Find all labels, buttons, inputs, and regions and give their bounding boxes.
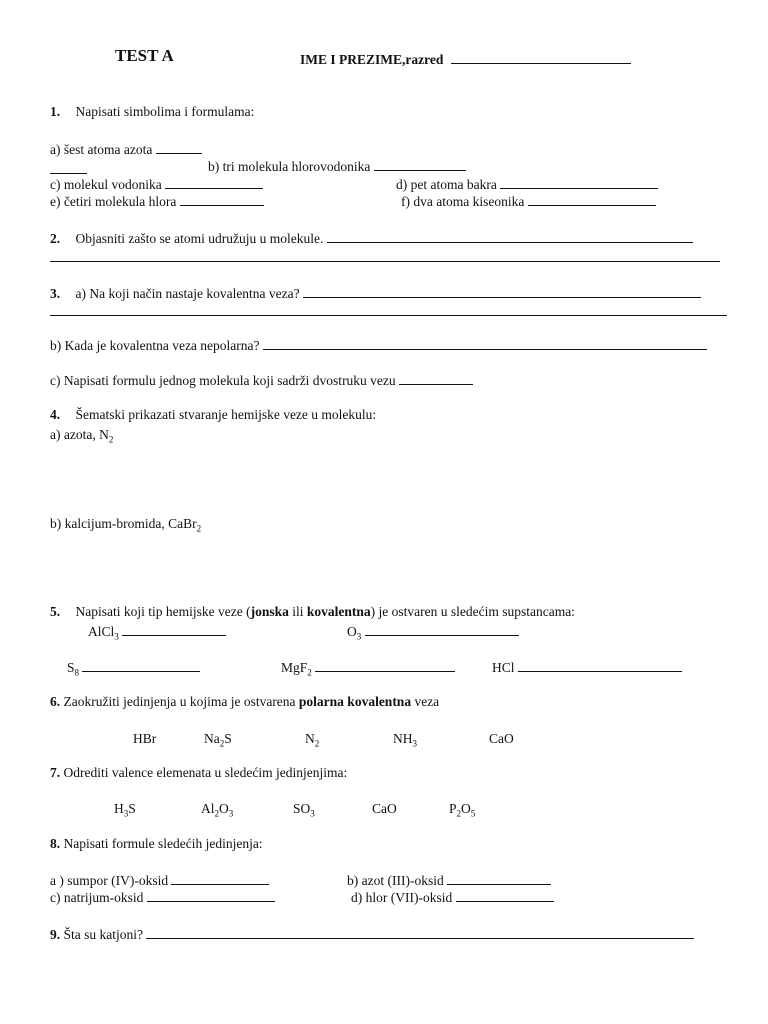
q5-item-hcl <box>492 659 682 676</box>
q1-item-c <box>50 176 263 193</box>
subscript: 5 <box>470 808 476 819</box>
formula: N <box>305 731 315 746</box>
q7-compound-al2o3 <box>201 801 233 817</box>
bold-term-polar-covalent: polarna kovalentna <box>298 694 412 709</box>
q6-option-na2s[interactable] <box>204 731 232 747</box>
subscript: 2 <box>314 738 320 749</box>
question-text: ) je ostvaren u sledećim supstancama: <box>370 604 575 619</box>
q1-item-d <box>396 176 658 193</box>
bold-term-covalent: kovalentna <box>306 604 371 619</box>
subscript: 3 <box>356 631 362 642</box>
q4-item-b <box>50 516 201 532</box>
item-label: e) četiri molekula hlora <box>50 194 177 209</box>
answer-blank[interactable] <box>327 230 693 243</box>
answer-blank[interactable] <box>146 926 694 939</box>
question-number: 6. <box>50 694 61 709</box>
formula: Na <box>204 731 220 746</box>
q7-compound-so3 <box>293 801 315 817</box>
formula: CaO <box>489 731 514 746</box>
question-2 <box>50 230 693 247</box>
subscript: 8 <box>74 667 80 678</box>
answer-blank[interactable] <box>374 158 466 171</box>
formula: O <box>219 801 229 816</box>
test-title: TEST A <box>115 46 174 65</box>
question-text: c) Napisati formulu jednog molekula koji sadrži dvostruku vezu <box>50 373 396 388</box>
q5-item-alcl3 <box>88 623 226 640</box>
formula: S <box>67 660 75 675</box>
item-label: d) pet atoma bakra <box>396 177 497 192</box>
subscript: 3 <box>310 808 315 819</box>
question-text: Šta su katjoni? <box>60 927 143 942</box>
question-text: ili <box>288 604 307 619</box>
answer-blank[interactable] <box>165 176 263 189</box>
formula: S <box>224 731 232 746</box>
q5-item-s8 <box>67 659 200 676</box>
formula: HCl <box>492 660 515 675</box>
q7-compound-h3s <box>114 801 136 817</box>
q4-item-a <box>50 427 113 443</box>
formula: MgF <box>281 660 308 675</box>
bold-term-ionic: jonska <box>250 604 289 619</box>
item-label: d) hlor (VII)-oksid <box>351 890 453 905</box>
formula: CaO <box>372 801 397 816</box>
q1-item-a <box>50 141 202 158</box>
q1-item-b <box>208 158 466 175</box>
answer-blank[interactable] <box>147 889 275 902</box>
question-text: Šematski prikazati stvaranje hemijske veze u molekulu: <box>75 407 377 422</box>
item-label: a) azota, N <box>50 427 109 442</box>
question-text: a) Na koji način nastaje kovalentna veza? <box>75 286 300 301</box>
q6-option-cao[interactable] <box>489 731 514 747</box>
item-label: a ) sumpor (IV)-oksid <box>50 873 169 888</box>
name-blank[interactable] <box>451 51 631 64</box>
question-3b <box>50 337 707 354</box>
item-label: b) azot (III)-oksid <box>347 873 444 888</box>
answer-blank[interactable] <box>180 193 264 206</box>
q7-compound-cao <box>372 801 397 817</box>
answer-blank[interactable] <box>82 659 200 672</box>
subscript: 3 <box>114 631 119 642</box>
item-label: c) natrijum-oksid <box>50 890 144 905</box>
answer-blank[interactable] <box>399 372 473 385</box>
formula: AlCl <box>88 624 115 639</box>
formula: O <box>347 624 357 639</box>
question-9 <box>50 926 694 943</box>
q8-item-c <box>50 889 275 906</box>
subscript: 2 <box>219 738 225 749</box>
subscript: 3 <box>228 808 234 819</box>
q5-item-o3 <box>347 623 519 640</box>
q8-item-d <box>351 889 554 906</box>
question-3c <box>50 372 473 389</box>
question-text: Zaokružiti jedinjenja u kojima je ostvarena <box>60 694 299 709</box>
formula: S <box>128 801 136 816</box>
answer-line[interactable] <box>50 261 720 262</box>
answer-blank[interactable] <box>303 285 701 298</box>
formula: HBr <box>133 731 157 746</box>
question-text: Napisati simbolima i formulama: <box>75 104 255 119</box>
formula: NH <box>393 731 413 746</box>
question-3a <box>50 285 701 302</box>
subscript: 3 <box>123 808 129 819</box>
question-number: 9. <box>50 927 61 942</box>
subscript: 3 <box>412 738 417 749</box>
answer-blank[interactable] <box>171 872 269 885</box>
item-label: a) šest atoma azota <box>50 142 153 157</box>
question-number: 8. <box>50 836 61 851</box>
question-1 <box>50 104 254 120</box>
question-text: Odrediti valence elemenata u sledećim jedinjenjima: <box>60 765 348 780</box>
answer-blank[interactable] <box>50 173 87 174</box>
question-7 <box>50 765 347 781</box>
question-6 <box>50 694 439 710</box>
q6-option-hbr[interactable] <box>133 731 156 747</box>
answer-blank[interactable] <box>528 193 656 206</box>
answer-blank[interactable] <box>122 623 226 636</box>
answer-blank[interactable] <box>263 337 707 350</box>
question-text: b) Kada je kovalentna veza nepolarna? <box>50 338 260 353</box>
question-number: 4. <box>50 407 61 422</box>
item-label: b) tri molekula hlorovodonika <box>208 159 371 174</box>
question-number: 7. <box>50 765 61 780</box>
q7-compound-p2o5 <box>449 801 475 817</box>
answer-blank[interactable] <box>518 659 682 672</box>
name-field[interactable] <box>300 51 631 68</box>
question-text: veza <box>411 694 440 709</box>
name-label: IME I PREZIME,razred <box>300 52 444 67</box>
item-label: b) kalcijum-bromida, CaBr <box>50 516 197 531</box>
formula: O <box>461 801 471 816</box>
question-number: 5. <box>50 604 61 619</box>
q1-item-f <box>401 193 656 210</box>
answer-line[interactable] <box>50 315 727 316</box>
item-label: c) molekul vodonika <box>50 177 162 192</box>
q8-item-a <box>50 872 269 889</box>
question-number: 1. <box>50 104 61 119</box>
answer-blank[interactable] <box>315 659 455 672</box>
q1-item-e <box>50 193 264 210</box>
subscript: 2 <box>214 808 219 819</box>
answer-blank[interactable] <box>500 176 658 189</box>
answer-blank[interactable] <box>456 889 554 902</box>
answer-blank[interactable] <box>365 623 519 636</box>
question-text: Napisati formule sledećih jedinjenja: <box>60 836 263 851</box>
question-5 <box>50 604 575 620</box>
subscript: 2 <box>196 523 202 534</box>
q5-item-mgf2 <box>281 659 455 676</box>
question-text: Objasniti zašto se atomi udružuju u molekule. <box>75 231 324 246</box>
question-text: Napisati koji tip hemijske veze ( <box>75 604 251 619</box>
question-8 <box>50 836 263 852</box>
q8-item-b <box>347 872 551 889</box>
formula: P <box>449 801 457 816</box>
subscript: 2 <box>108 434 114 445</box>
item-label: f) dva atoma kiseonika <box>401 194 525 209</box>
q6-option-nh3[interactable] <box>393 731 417 747</box>
formula: H <box>114 801 124 816</box>
question-number: 3. <box>50 286 61 301</box>
subscript: 2 <box>307 667 312 678</box>
question-4 <box>50 407 376 423</box>
answer-blank[interactable] <box>447 872 551 885</box>
subscript: 2 <box>456 808 462 819</box>
question-number: 2. <box>50 231 61 246</box>
q6-option-n2[interactable] <box>305 731 319 747</box>
answer-blank[interactable] <box>156 141 202 154</box>
formula: Al <box>201 801 215 816</box>
formula: SO <box>293 801 311 816</box>
